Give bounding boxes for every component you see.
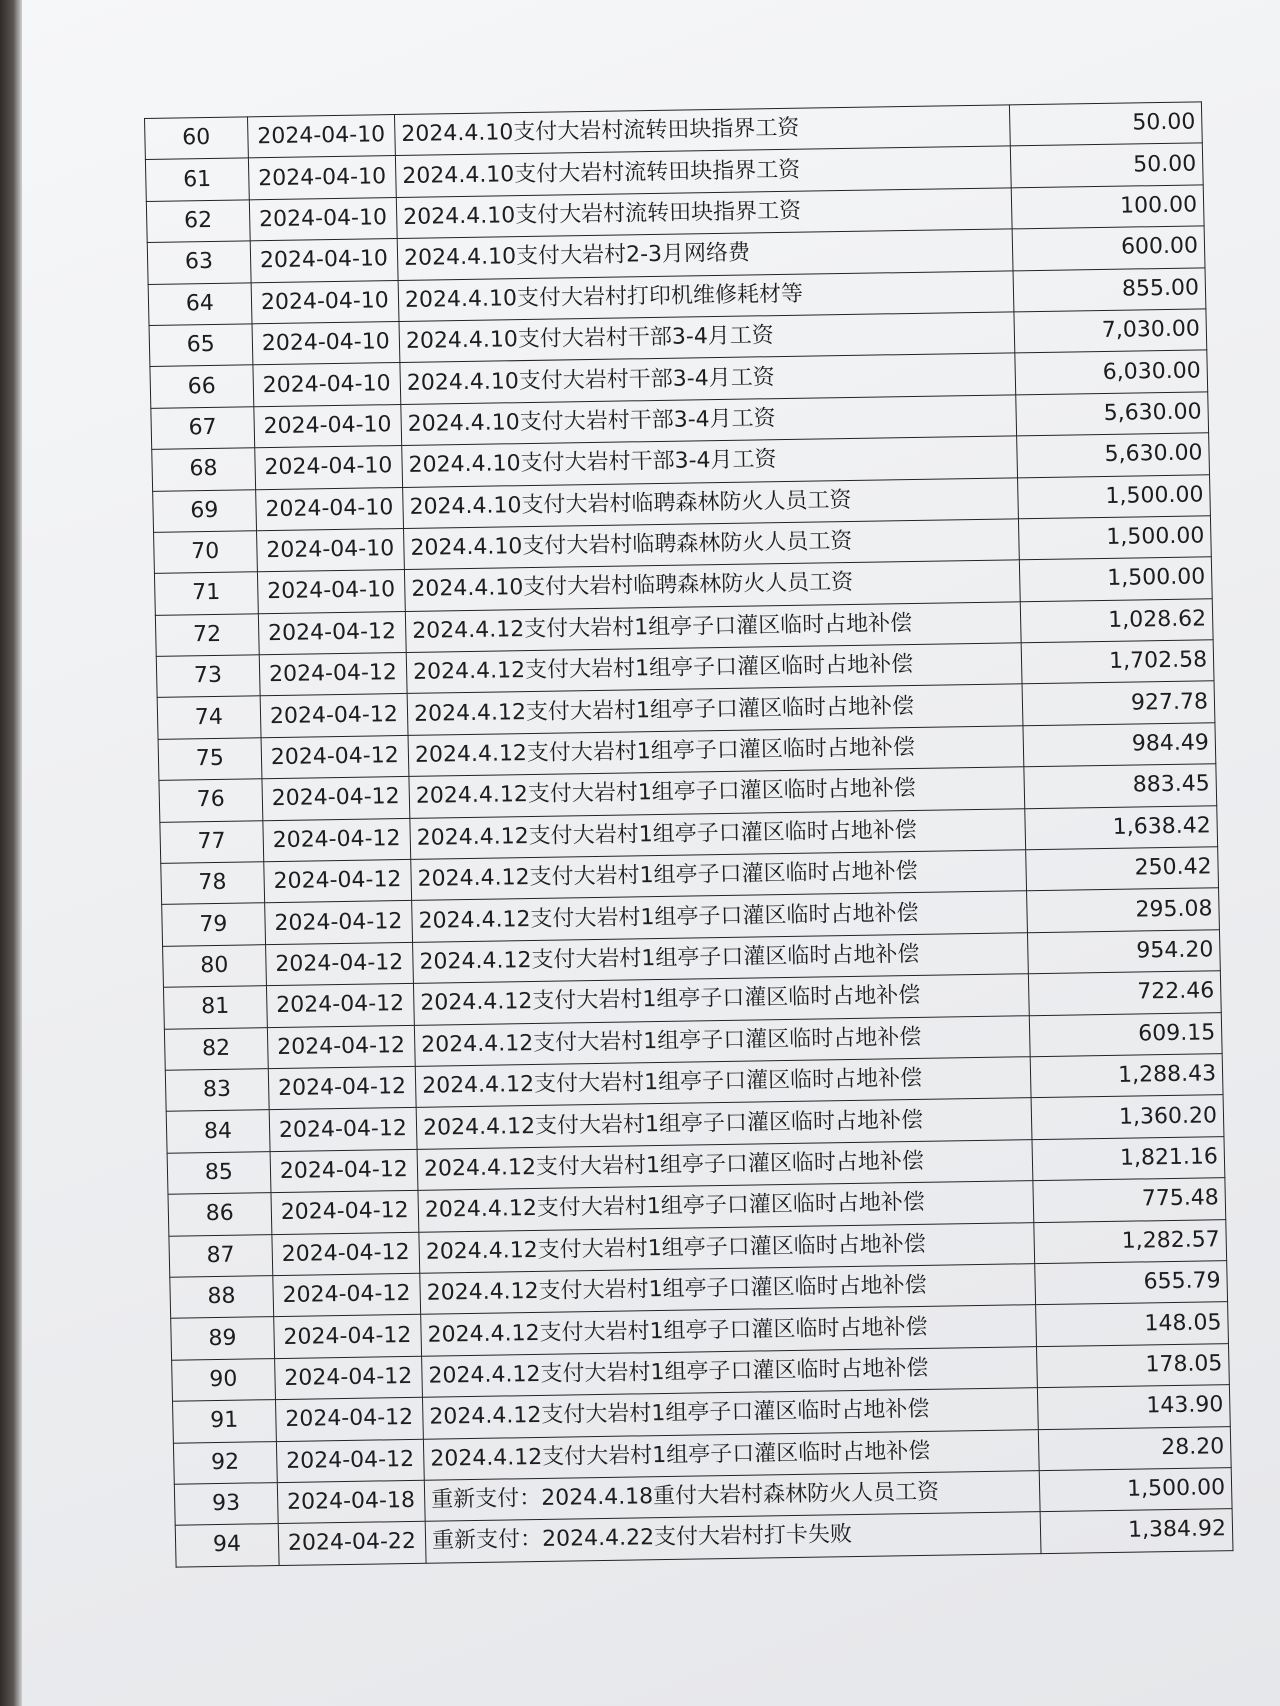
row-date: 2024-04-10 (250, 239, 398, 283)
row-number: 79 (162, 903, 266, 946)
row-amount: 1,702.58 (1021, 640, 1214, 684)
row-amount: 609.15 (1029, 1012, 1222, 1056)
row-amount: 927.78 (1022, 681, 1215, 725)
row-amount: 6,030.00 (1015, 350, 1208, 394)
row-amount: 100.00 (1011, 185, 1204, 229)
row-amount: 7,030.00 (1014, 309, 1207, 353)
row-description: 2024.4.12支付大岩村1组亭子口灌区临时占地补偿 (422, 1388, 1038, 1439)
row-date: 2024-04-10 (256, 528, 404, 572)
row-amount: 1,288.43 (1030, 1054, 1223, 1098)
row-number: 68 (152, 448, 256, 491)
row-date: 2024-04-12 (259, 653, 407, 697)
row-date: 2024-04-12 (271, 1190, 419, 1234)
row-date: 2024-04-10 (247, 115, 395, 159)
row-amount: 1,638.42 (1025, 805, 1218, 849)
row-number: 70 (154, 531, 258, 574)
row-date: 2024-04-10 (253, 404, 401, 448)
row-number: 63 (147, 241, 251, 284)
row-description: 2024.4.12支付大岩村1组亭子口灌区临时占地补偿 (412, 891, 1028, 942)
row-number: 88 (170, 1276, 274, 1319)
row-number: 65 (149, 324, 253, 367)
row-amount: 28.20 (1038, 1426, 1231, 1470)
row-number: 77 (160, 820, 264, 863)
row-date: 2024-04-12 (269, 1108, 417, 1152)
row-date: 2024-04-12 (272, 1232, 420, 1276)
row-description: 2024.4.12支付大岩村1组亭子口灌区临时占地补偿 (414, 1015, 1030, 1066)
row-amount: 1,500.00 (1018, 516, 1211, 560)
row-number: 93 (174, 1482, 278, 1525)
row-date: 2024-04-10 (254, 446, 402, 490)
row-date: 2024-04-12 (266, 984, 414, 1028)
row-date: 2024-04-10 (252, 321, 400, 365)
row-description: 2024.4.10支付大岩村临聘森林防火人员工资 (404, 560, 1020, 611)
row-amount: 148.05 (1035, 1302, 1228, 1346)
row-number: 94 (175, 1524, 279, 1567)
row-amount: 1,360.20 (1031, 1095, 1224, 1139)
row-amount: 883.45 (1024, 764, 1217, 808)
row-description: 2024.4.12支付大岩村1组亭子口灌区临时占地补偿 (419, 1222, 1035, 1273)
row-number: 86 (168, 1193, 272, 1236)
row-amount: 295.08 (1026, 888, 1219, 932)
row-date: 2024-04-10 (249, 197, 397, 241)
row-description: 2024.4.12支付大岩村1组亭子口灌区临时占地补偿 (418, 1181, 1034, 1232)
row-number: 76 (159, 779, 263, 822)
row-date: 2024-04-12 (261, 735, 409, 779)
row-description: 2024.4.12支付大岩村1组亭子口灌区临时占地补偿 (410, 808, 1026, 859)
row-number: 64 (148, 282, 252, 325)
row-description: 2024.4.12支付大岩村1组亭子口灌区临时占地补偿 (406, 643, 1022, 694)
row-amount: 250.42 (1026, 847, 1219, 891)
row-number: 67 (151, 407, 255, 450)
row-number: 84 (166, 1110, 270, 1153)
row-description: 2024.4.12支付大岩村1组亭子口灌区临时占地补偿 (415, 1057, 1031, 1108)
row-date: 2024-04-12 (258, 611, 406, 655)
row-amount: 1,500.00 (1039, 1467, 1232, 1511)
row-description: 2024.4.12支付大岩村1组亭子口灌区临时占地补偿 (421, 1305, 1037, 1356)
row-amount: 722.46 (1028, 971, 1221, 1015)
row-date: 2024-04-10 (253, 363, 401, 407)
row-description: 重新支付：2024.4.18重付大岩村森林防火人员工资 (424, 1470, 1040, 1521)
row-amount: 5,630.00 (1016, 392, 1209, 436)
row-number: 83 (165, 1069, 269, 1112)
row-description: 2024.4.12支付大岩村1组亭子口灌区临时占地补偿 (422, 1346, 1038, 1397)
row-date: 2024-04-12 (265, 942, 413, 986)
row-amount: 50.00 (1010, 143, 1203, 187)
row-number: 73 (156, 655, 260, 698)
row-date: 2024-04-12 (260, 694, 408, 738)
row-description: 2024.4.10支付大岩村流转田块指界工资 (395, 146, 1011, 197)
row-description: 2024.4.12支付大岩村1组亭子口灌区临时占地补偿 (407, 684, 1023, 735)
row-description: 2024.4.10支付大岩村干部3-4月工资 (399, 312, 1015, 363)
row-description: 2024.4.12支付大岩村1组亭子口灌区临时占地补偿 (420, 1264, 1036, 1315)
row-date: 2024-04-12 (274, 1356, 422, 1400)
row-date: 2024-04-12 (273, 1315, 421, 1359)
row-number: 74 (157, 696, 261, 739)
row-number: 87 (169, 1234, 273, 1277)
row-description: 2024.4.12支付大岩村1组亭子口灌区临时占地补偿 (416, 1098, 1032, 1149)
row-number: 91 (173, 1400, 277, 1443)
row-amount: 1,282.57 (1034, 1219, 1227, 1263)
row-description: 2024.4.10支付大岩村流转田块指界工资 (396, 188, 1012, 239)
row-description: 2024.4.10支付大岩村干部3-4月工资 (400, 353, 1016, 404)
row-amount: 1,500.00 (1019, 557, 1212, 601)
row-amount: 855.00 (1013, 267, 1206, 311)
row-description: 2024.4.12支付大岩村1组亭子口灌区临时占地补偿 (413, 933, 1029, 984)
row-number: 66 (150, 365, 254, 408)
row-number: 78 (161, 862, 265, 905)
row-description: 2024.4.12支付大岩村1组亭子口灌区临时占地补偿 (408, 726, 1024, 777)
row-description: 2024.4.10支付大岩村干部3-4月工资 (402, 436, 1018, 487)
row-number: 81 (163, 986, 267, 1029)
row-number: 82 (164, 1027, 268, 1070)
row-number: 69 (153, 489, 257, 532)
row-number: 61 (145, 158, 249, 201)
row-description: 2024.4.10支付大岩村干部3-4月工资 (401, 395, 1017, 446)
row-description: 2024.4.12支付大岩村1组亭子口灌区临时占地补偿 (405, 601, 1021, 652)
row-date: 2024-04-12 (262, 818, 410, 862)
row-date: 2024-04-12 (262, 777, 410, 821)
row-amount: 5,630.00 (1017, 433, 1210, 477)
row-description: 2024.4.10支付大岩村2-3月网络费 (397, 229, 1013, 280)
row-number: 60 (145, 117, 249, 160)
row-date: 2024-04-12 (270, 1149, 418, 1193)
row-date: 2024-04-12 (275, 1397, 423, 1441)
row-amount: 143.90 (1037, 1385, 1230, 1429)
row-amount: 775.48 (1033, 1178, 1226, 1222)
row-date: 2024-04-10 (255, 487, 403, 531)
ledger-body (145, 102, 1233, 1567)
row-number: 80 (163, 945, 267, 988)
row-number: 90 (172, 1358, 276, 1401)
row-description: 2024.4.12支付大岩村1组亭子口灌区临时占地补偿 (413, 974, 1029, 1025)
row-number: 75 (158, 738, 262, 781)
row-description: 2024.4.12支付大岩村1组亭子口灌区临时占地补偿 (411, 850, 1027, 901)
ledger-table (144, 101, 1233, 1567)
row-amount: 1,821.16 (1032, 1136, 1225, 1180)
row-description: 重新支付：2024.4.22支付大岩村打卡失败 (425, 1512, 1041, 1563)
row-date: 2024-04-22 (278, 1522, 426, 1566)
row-date: 2024-04-18 (277, 1480, 425, 1524)
row-number: 85 (167, 1151, 271, 1194)
row-amount: 954.20 (1027, 930, 1220, 974)
row-description: 2024.4.12支付大岩村1组亭子口灌区临时占地补偿 (417, 1139, 1033, 1190)
desk-background (0, 0, 22, 1706)
row-amount: 600.00 (1012, 226, 1205, 270)
row-amount: 1,028.62 (1020, 598, 1213, 642)
row-amount: 1,384.92 (1040, 1509, 1233, 1553)
row-date: 2024-04-12 (272, 1273, 420, 1317)
row-amount: 984.49 (1023, 723, 1216, 767)
row-description: 2024.4.12支付大岩村1组亭子口灌区临时占地补偿 (409, 767, 1025, 818)
row-date: 2024-04-10 (248, 156, 396, 200)
row-description: 2024.4.10支付大岩村打印机维修耗材等 (398, 270, 1014, 321)
ledger (144, 101, 1233, 1567)
row-date: 2024-04-12 (276, 1439, 424, 1483)
row-number: 71 (154, 572, 258, 615)
row-amount: 655.79 (1035, 1261, 1228, 1305)
row-date: 2024-04-12 (264, 901, 412, 945)
row-amount: 1,500.00 (1017, 474, 1210, 518)
row-amount: 50.00 (1009, 102, 1202, 146)
row-date: 2024-04-10 (251, 280, 399, 324)
row-number: 89 (171, 1317, 275, 1360)
row-number: 92 (173, 1441, 277, 1484)
row-date: 2024-04-10 (257, 570, 405, 614)
row-date: 2024-04-12 (267, 1025, 415, 1069)
row-description: 2024.4.10支付大岩村临聘森林防火人员工资 (403, 477, 1019, 528)
row-number: 72 (155, 613, 259, 656)
row-number: 62 (146, 200, 250, 243)
row-description: 2024.4.10支付大岩村流转田块指界工资 (394, 105, 1010, 156)
row-description: 2024.4.10支付大岩村临聘森林防火人员工资 (404, 519, 1020, 570)
row-date: 2024-04-12 (268, 1066, 416, 1110)
row-date: 2024-04-12 (263, 859, 411, 903)
row-amount: 178.05 (1036, 1343, 1229, 1387)
row-description: 2024.4.12支付大岩村1组亭子口灌区临时占地补偿 (423, 1429, 1039, 1480)
